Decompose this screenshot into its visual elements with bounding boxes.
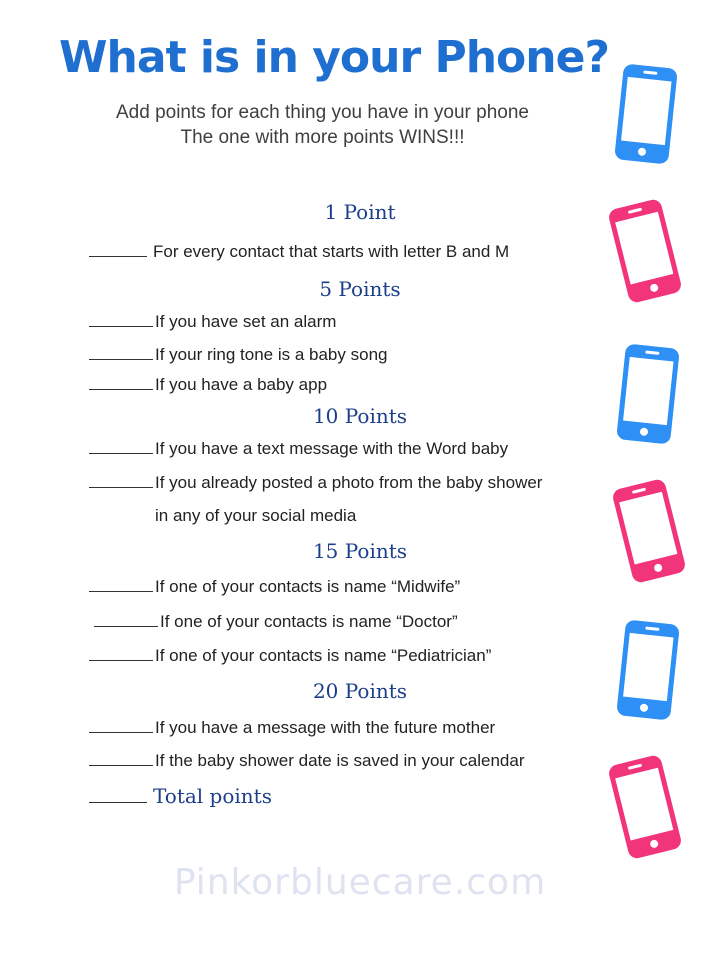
answer-blank [89,764,153,766]
list-item: If you have set an alarm [89,312,336,332]
instructions-line-2: The one with more points WINS!!! [180,127,465,148]
list-item: If the baby shower date is saved in your calendar [89,751,525,771]
answer-blank [89,731,153,733]
section-heading-15-points: 15 Points [312,539,408,563]
list-item: If you already posted a photo from the baby shower [89,473,542,493]
list-item: If your ring tone is a baby song [89,345,387,365]
answer-blank [89,255,147,257]
section-heading-20-points: 20 Points [312,679,408,703]
instructions [40,100,605,150]
phone-icon [608,478,690,584]
phone-icon [612,618,684,722]
phone-icon [604,754,686,860]
answer-blank [89,325,153,327]
list-item: If one of your contacts is name “Pediatrician” [89,646,491,666]
phone-icon [610,62,682,166]
page-title: What is in your Phone? [59,32,609,83]
list-item-continuation: in any of your social media [155,506,357,525]
section-heading-1-point: 1 Point [324,200,396,224]
answer-blank [89,452,153,454]
list-item: If one of your contacts is name “Midwife” [89,577,460,597]
section-heading-10-points: 10 Points [312,404,408,428]
list-item: If you have a text message with the Word baby [89,439,508,459]
phone-icon [612,342,684,446]
list-item: If you have a message with the future mother [89,718,495,738]
section-heading-5-points: 5 Points [319,277,401,301]
list-item: If you have a baby app [89,375,327,395]
answer-blank [94,625,158,627]
list-item: For every contact that starts with letter B and M [89,242,509,262]
answer-blank [89,590,153,592]
answer-blank [89,801,147,803]
answer-blank [89,388,153,390]
list-item: If one of your contacts is name “Doctor” [94,612,458,632]
answer-blank [89,486,153,488]
watermark: Pinkorbluecare.com [173,862,547,903]
instructions-line-1: Add points for each thing you have in your phone [115,102,529,123]
total-points: Total points [89,784,272,808]
answer-blank [89,659,153,661]
phone-icon [604,198,686,304]
answer-blank [89,358,153,360]
